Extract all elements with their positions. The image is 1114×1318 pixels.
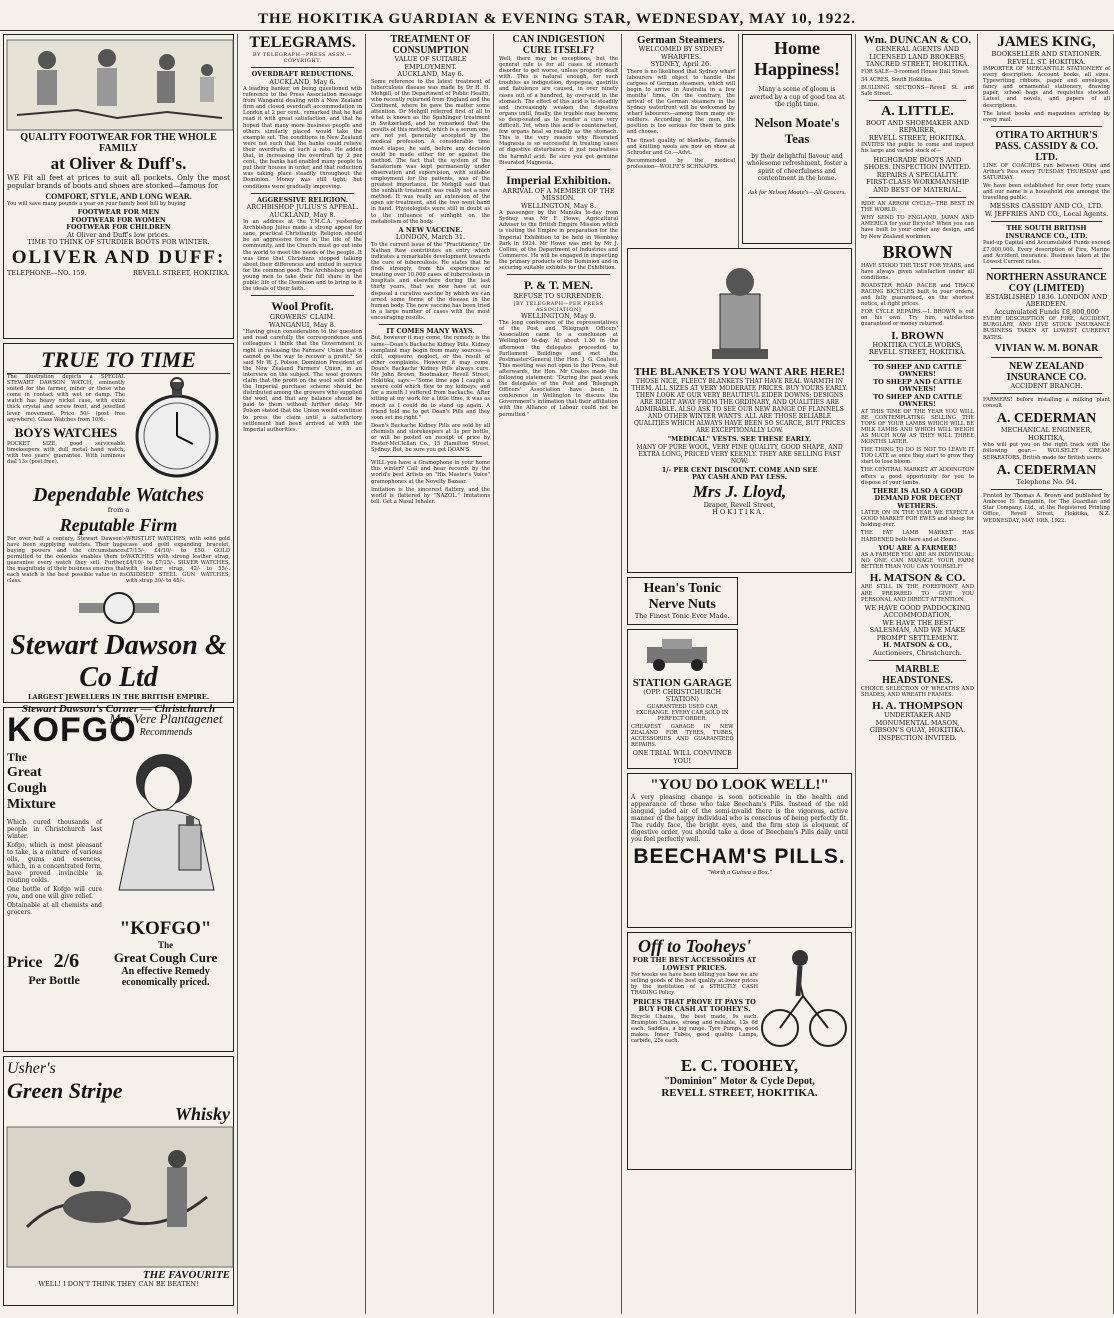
- pt-body: The long conference of the representatives of the Post and Telegraph Officers' Association came to a conclusion at Wellington to-day. At about 1.30 in the afternoon the delegates proceeded to Parliament Buildings and met the Postmaster-General (the Hon. J. G. Coates). This meeting was not open to the Press, but afterwards, the Hon. Mr Coates made the following statement: "During the past week the delegates of the Post and Telegraph Officers' Association have been in conference in Wellington to discuss the Government's intimation that their affiliation with the Alliance of Labour could not be permitted.": [499, 320, 618, 418]
- kofgo-right-block: [102, 711, 230, 918]
- column-3: [368, 34, 494, 1314]
- motor-car-illustration: [637, 635, 727, 675]
- paddock-line: WE HAVE GOOD PADDOCKING ACCOMMODATION.: [864, 603, 971, 620]
- cheapest-body: CHEAPEST GARAGE IN NEW ZEALAND FOR TYRES, TUBES, ACCESSORIES AND GUARANTEED REPAIRS.: [631, 723, 734, 749]
- kofgo-text4: Obtainable at all chemists and grocers.: [7, 902, 102, 916]
- brown-body: HAVE STOOD THE TEST FOR YEARS, and have always given satisfaction under all conditions.: [861, 262, 974, 281]
- wristlet-watch-illustration: [74, 588, 164, 628]
- pt-sub: REFUSE TO SURRENDER.: [513, 292, 604, 301]
- nelson-moate-advert: [742, 34, 852, 244]
- demand-line: THERE IS ALSO A GOOD DEMAND FOR DECENT WETHERS.: [872, 486, 963, 510]
- imprint: Printed by Thomas A. Brown and published by Ambrose H. Benjamin, for The Guardian and Star Company, Ltd., at the Registered Printing Office, Revell Street, Hokitika, N.Z. WEDNESDAY, MAY 10th, 1922.: [983, 493, 1110, 524]
- oliver-address: REVELL STREET, HOKITIKA.: [132, 268, 230, 277]
- matson-body: ARE STILL IN THE FOREFRONT AND ARE PREPARED TO GIVE YOU PERSONAL AND DIRECT ATTENTION.: [861, 584, 974, 603]
- kofgo-effective: An effective Remedy: [121, 966, 210, 977]
- lloyd-sub: Draper, Revell Street,: [703, 500, 776, 509]
- duncan-name: Wm. DUNCAN & CO.: [863, 34, 972, 46]
- arrow-notice: RIDE AN ARROW CYCLE—THE BEST IN THE WORLD.: [861, 201, 974, 214]
- oliver-duff-advert: [3, 34, 234, 339]
- stewart-wristlet: WRISTLET WATCHES, with solid gold case and gold expanding bracelet, £7/15/-, £4/10/- to £50. GOLD WATCHES with strong leather strap, £4/10/- to £7/15/-. SILVER WATCHES, with leather strap, 42/- to 55/-. OXIDISED STEEL GUN WATCHES, with strap 30/- to 45/-.: [125, 535, 230, 585]
- medical-body: MANY OF PURE WOOL, VERY FINE QUALITY, GOOD SHAPE, AND EXTRA LONG, PRICED VERY KEENLY. THEY ARE SELLING FAST NOW.: [636, 443, 843, 465]
- duncan-address: TANCRED STREET, HOKITIKA.: [865, 60, 970, 68]
- masthead: [0, 0, 1114, 31]
- matson2-name: H. MATSON & CO.,: [882, 641, 953, 650]
- pt-date: WELLINGTON, May 9.: [520, 311, 597, 320]
- family-footwear-illustration: [7, 40, 233, 130]
- religion-heading: AGGRESSIVE RELIGION.: [256, 195, 349, 204]
- king-body: IMPORTER OF MERCANTILE STATIONERY of every description. Account books, all sizes. Typewriting ribbons, paper and envelopes, fancy and ornamental stationery, drawing paper, school bags and requisites stocked. Latest and novels, and papers of all descriptions.: [983, 66, 1110, 109]
- telegrams-sub: BY TELEGRAPH—PRESS ASSN.—COPYRIGHT.: [252, 52, 353, 64]
- nelson-ask: Ask for Nelson Moate's—All Grocers.: [747, 188, 847, 196]
- kofgo-text1: Which cured thousands of people in Christchurch last winter.: [7, 819, 102, 840]
- brown-name: BROWN: [882, 241, 953, 262]
- oliver-footer: [7, 269, 230, 277]
- stewart-from-a: from a: [107, 506, 130, 514]
- duncan-forsale: FOR SALE—5-roomed House Hall Street.: [861, 68, 970, 75]
- imperial-date: WELLINGTON, May 8.: [520, 201, 597, 210]
- cyclist-illustration: [758, 936, 848, 1056]
- pt-press: [BY TELEGRAPH—PER PRESS ASSOCIATION]: [513, 300, 604, 313]
- vaccine-date: LONDON, March 31.: [395, 233, 466, 242]
- stewart-headline: TRUE TO TIME: [7, 347, 230, 374]
- toohey-body: For weeks we have been telling you how we are selling goods of the best quality at lower prices by the institution of a STRICTLY CASH TRADING Policy.: [631, 972, 758, 997]
- consumption-body: Some reference to the latest treatment of tuberculosis disease was made by Dr H. H. Mehgill, of the Department of Public Health, who recently returned from England and the Continent, where he gave the matter some attention. Dr Mehgill referred first of all to what is known as the Spahlinger treatment in Switzerland, and he remarked that the results of this method, which is a serum one, are not yet generally accepted by the medical profession. A considerable time must elapse, he said, before any decision could be made either for or against the method. The fact that the system of the Sanatorium was kept permanently under observation and supervision, with suitable employment for the patients, was of the greatest importance. Dr Mehgill said that the sunbath treatment was really not a new method. It was really an extension of the open air treatment, and the two went hand in hand. Physiologists were still in doubt as to the influence of sunlight on the metabolism of the body.: [371, 78, 490, 225]
- kofgo-bottle-label: "KOFGO": [119, 918, 212, 939]
- toohey-prices: PRICES THAT PROVE IT PAYS TO BUY FOR CASH AT TOOHEY'S.: [633, 997, 756, 1014]
- consumption-heading: TREATMENT OF CONSUMPTION: [390, 34, 471, 56]
- station-body: GUARANTEED USED CAR EXCHANGE. EVERY CAR SOLD IN PERFECT ORDER.: [636, 703, 729, 722]
- stewart-boys-text: POCKET SIZE, good serviceable timekeepers with dull metal hand watch, with two years' guarantee. With luminous dial 13s (post free).: [7, 440, 125, 466]
- cederman-name: A. CEDERMAN: [996, 411, 1097, 427]
- pay-line: PAY CASH AND PAY LESS.: [691, 473, 788, 481]
- ushers-brand: Usher's: [7, 1060, 56, 1077]
- ushers-whisky-advert: [3, 1056, 234, 1306]
- otira-body-2: We have been established for over forty years and our name is a household one amongst the travelling public.: [983, 183, 1110, 202]
- little-body: INVITES the public to come and inspect his large and varied stock of—: [861, 142, 974, 155]
- kofgo-per-bottle: Per Bottle: [28, 973, 80, 987]
- imperial-body: A passenger by the Manuka to-day from Sydney was Mr F. Howe, Agricultural Adviser to the British Empire Mission which is visiting the Empire in preparation for the Imperial Exhibition to be held in Wembley Park in 1924. Mr Howe was met by Mr J. Collins, of the Department of Industries and Commerce. He will be engaged in inspecting the primary products of the Dominion and in securing suitable exhibits for the Exhibition.: [499, 210, 618, 272]
- divider: [991, 489, 1102, 490]
- kofgo-price-label: Price: [7, 954, 43, 971]
- masthead-title: THE HOKITIKA GUARDIAN & EVENING STAR, WEDNESDAY, MAY 10, 1922.: [257, 11, 857, 27]
- divider: [869, 360, 966, 361]
- overdraft-date: AUCKLAND, May 6.: [269, 77, 336, 86]
- kofgo-top-row: [7, 711, 230, 918]
- hean-advert: [627, 577, 738, 625]
- salesman-line: WE HAVE THE BEST SALESMAN, AND WE MAKE PROMPT SETTLEMENT.: [869, 618, 966, 642]
- wool-date: WANGANUI, May 8.: [269, 320, 336, 329]
- kofgo-price: 2/6: [53, 950, 80, 972]
- column-4: [496, 34, 622, 1314]
- repairs-notice: FOR CYCLE REPAIRS.—I. BROWN is out on his own. Try him, satisfaction guaranteed or money returned.: [861, 309, 974, 328]
- oliver-intro: WE Fit all feet at prices to suit all pockets. Only the most popular brands of boots and shoes are stocked—famous for: [7, 174, 230, 190]
- oliver-save: You will save many pounds a year on your family boot bill by buying: [7, 201, 186, 207]
- later-body: LATER ON IN THE YEAR WE EXPECT A GOOD MARKET FOR EWES and sheep for holding over.: [861, 510, 974, 529]
- column-1: [0, 34, 238, 1314]
- home-happiness: Home Happiness!: [754, 38, 841, 79]
- toohey-advert: [627, 932, 852, 1170]
- comes-heading: IT COMES MANY WAYS.: [386, 326, 475, 335]
- northern-funds: Accumulated Funds £8,800,000: [994, 307, 1099, 316]
- toohey-sub: FOR THE BEST ACCESSORIES AT LOWEST PRICES.: [632, 956, 757, 972]
- divider: [251, 193, 354, 194]
- religion-sub: ARCHBISHOP JULIUS'S APPEAL.: [246, 203, 359, 212]
- oliver-winter: TIME TO THINK OF STURDIER BOOTS FOR WINTER.: [27, 238, 210, 247]
- wool-heading: Wool Profit.: [271, 299, 334, 314]
- overdraft-heading: OVERDRAFT REDUCTIONS.: [251, 70, 354, 78]
- divider: [991, 268, 1102, 269]
- duncan-sub: GENERAL AGENTS AND LICENSED LAND BROKERS,: [869, 45, 966, 61]
- little-sub: BOOT AND SHOEMAKER AND REPAIRER,: [865, 118, 970, 135]
- wool-body: "Having given consideration to the question and read carefully the correspondence and colleagues I think that the Government is right in releasing the Farmers' Union that it cannot go the way to recover a profit." So said Mr W. J. Polson, Dominion President of the New Zealand Farmers' Union, in an interview on the subject. The wool growers claim that the profit on the wool sold under the Imperial purchase scheme should be distributed among the growers who supplied the wool, and that any balance should be paid to them without further delay. Mr Polson stated that the Union would continue to press the claim until a satisfactory settlement had been arrived at with the Imperial authorities.: [243, 329, 362, 433]
- kofgo-economically: economically priced.: [121, 977, 210, 988]
- indigestion-heading: CAN INDIGESTION CURE ITSELF?: [512, 34, 605, 56]
- station-garage-advert: [627, 629, 738, 770]
- toohey-address: REVELL STREET, HOKITIKA.: [661, 1087, 818, 1100]
- northern-heading: NORTHERN ASSURANCE COY (LIMITED): [986, 271, 1107, 294]
- toohey-name: E. C. TOOHEY,: [680, 1056, 799, 1076]
- stewart-intro: The illustration depicts a SPECIAL STEWART DAWSON WATCH, eminently suited for the farmer, miner or those who come in contact with wet or damp. The watch has heavy nickel case, with extra thick crystal and screw front, and jewelled lever movement. Price 50/- (post free anywhere). Glass Watches from 10/6.: [7, 374, 125, 423]
- pocket-watch-illustration: [125, 374, 230, 484]
- little-firstclass: FIRST-CLASS WORKMANSHIP AND BEST OF MATERIAL.: [866, 178, 969, 194]
- bonar-name: VIVIAN W. M. BONAR: [994, 342, 1099, 354]
- divider: [869, 197, 966, 198]
- divider: [507, 274, 610, 275]
- roadster-notice: ROADSTER ROAD RACER and TRACK RACING BICYCLES built to your orders, and fully guaranteed, on the shortest notice, at right prices.: [861, 282, 974, 308]
- hean-heading: Hean's Tonic Nerve Nuts: [643, 581, 721, 612]
- col5-hean-station-block: [627, 577, 738, 773]
- nzins-heading: NEW ZEALAND INSURANCE CO.: [1006, 360, 1087, 383]
- thing-body: THE THING TO DO IS NOT TO LEAVE IT TOO LATE as once they start to grow they start to lose bloom.: [861, 447, 974, 466]
- northern-every: EVERY DESCRIPTION OF FIRE, ACCIDENT, BURGLARY, AND LIVE STOCK INSURANCE BUSINESS TAKEN AT LOWEST CURRENT RATES.: [983, 316, 1110, 341]
- kofgo-endorser: Mrs Vere Plantagenet: [109, 711, 223, 726]
- divider: [869, 660, 966, 661]
- oliver-name: OLIVER AND DUFF:: [11, 246, 226, 268]
- col5-middle-row: [627, 577, 852, 773]
- kofgo-advert: [3, 707, 234, 1052]
- stewart-corner: Stewart Dawson's Corner — Christchurch: [7, 702, 230, 715]
- blankets-body: THOSE NICE, FLEECY BLANKETS THAT HAVE REAL WARMTH IN THEM. ALL SIZES AT VERY MODERATE PRICES. BUY YOURS EARLY. THEN LOOK AT OUR VERY BEAUTIFUL EIDER DOWNS; DESIGNS ARE RIGHT AWAY FROM THE ORDINARY, AND QUALITIES ARE ADMIRABLE. ALSO ASK TO SEE OUR NEW RANGE OF FLANNELS AND OTHER WINTER WANTS. ALL ARE THOSE RELIABLE QUALITIES WHICH ALWAYS HAVE BEEN SO SCARCE, BUT PRICES ARE EXCEPTIONALLY LOW.: [631, 378, 848, 434]
- divider: [991, 357, 1102, 358]
- matson-name: H. MATSON & CO.: [869, 572, 966, 585]
- brown2-sub: HOKITIKA CYCLE WORKS, REVELL STREET, HOKITIKA.: [868, 340, 967, 357]
- hean-sub: The Finest Tonic Ever Made.: [634, 612, 730, 620]
- duncan-sections: BUILDING SECTIONS—Revell St. and Sale Street.: [861, 84, 974, 97]
- toohey-text-block: [631, 936, 758, 1056]
- sheep-heading: TO SHEEP AND CATTLE OWNERS!: [873, 362, 962, 379]
- ushers-favourite: THE FAVOURITE: [142, 1269, 230, 1281]
- stewart-name: Stewart Dawson & Co Ltd: [10, 630, 227, 694]
- ushers-footer: WELL! I DON'T THINK THEY CAN BE BEATEN!: [38, 1280, 199, 1288]
- otira-heading: OTIRA TO ARTHUR'S PASS. CASSIDY & CO. LTD.: [994, 129, 1099, 163]
- king-name: JAMES KING,: [997, 34, 1096, 50]
- farmer-body: AS A FARMER YOU ARE AN INDIVIDUAL; NO ONE CAN MANAGE YOUR FARM BETTER THAN YOU CAN YOURSELF!: [861, 552, 974, 571]
- steamers-body: There is no likelihood that Sydney wharf labourers will object to handle the cargoes of German steamers, which will begin to arrive in Australia in a few months' time. On the contrary, the arrival of the German steamers in the Sydney waterfront will be welcomed by wharf labourers—among them many ex-soldiers. According to the men, the position is too serious for them to pick and choose.: [627, 68, 736, 136]
- stewart-body: For over half a century, Stewart Dawson's have been supplying watches. Their huge buying powers and the circumstances permitted to the colonies enables them to guarantee every watch they sell. Further, the magnitude of their business ensures that each watch is the best possible value in its class.: [7, 535, 126, 585]
- ushers-green-stripe: Green Stripe: [7, 1078, 123, 1103]
- kofgo-bottom-row: [7, 918, 230, 988]
- doans-body: Doan's Backache Kidney Pills are sold by all chemists and storekeepers at 3s per bottle, or will be posted on receipt of price by Foster-McClellan Co., 15 Hamilton Street, Sydney. But, be sure you get DOAN'S.: [371, 422, 490, 454]
- oliver-headline: QUALITY FOOTWEAR FOR THE WHOLE FAMILY: [20, 132, 217, 154]
- overdraft-body: A leading banker, on being questioned with reference to the Press Association message from Wanganui dealing with a New Zealand firm and closed overdraft accommodation in London at 2 per cent., remarked that he had read it with great satisfaction, and that he hoped that many more business people and others similarly placed would take the example set. The conditions in New Zealand were not such that the banks could relieve their overdrafts at such a rate. He added that, in increasing the overdraft by 2 per cent., the banks had enabled many people to put their houses in order, and that reduction was taking place steadily throughout the Dominion. Money was still tight, but conditions were gradually improving.: [243, 86, 362, 190]
- kofgo-left-block: [7, 711, 137, 918]
- indigestion-body: Well, there may be exceptions, but the general rule is for all cases of stomach disorder to get worse, unless properly dealt with. This is natural enough, for such troubles as indigestion, dyspepsia, gastritis and flatulence are caused, in over ninety cases out of a hundred, by over-acid in the stomach. The effect of this acid is to steadily and increasingly weaken the digestive organs until, finally, the trouble may become so deep-seated as to render a cure very difficult. Yet, when this acid is counteracted, few organs heal so readily as the stomach. This is the very reason why Bisurated Magnesia is so successful in treating cases of digestive disturbance; it just neutralises the harmful acid. Be sure you get genuine Bisurated Magnesia.: [499, 56, 618, 166]
- divider: [507, 169, 610, 170]
- stewart-intro-text-block: [7, 374, 125, 484]
- divider: [251, 295, 354, 296]
- otira-body: LINE OF COACHES run between Otira and Arthur's Pass every TUESDAY, THURSDAY and SATURDAY.: [983, 162, 1110, 182]
- divider: [379, 456, 482, 457]
- cederman2-name: A. CEDERMAN: [996, 462, 1097, 478]
- column-6: [858, 34, 978, 1314]
- southbrit-body: Paid-up Capital and Accumulated Funds exceed £7,000,000. Every description of Fire, Marine and Accident insurance. Business taken at the Lowest Current rates.: [983, 240, 1110, 265]
- divider: [869, 100, 966, 101]
- schroder-notice: The finest quality of blankets, flannels and knitting wools are now on show at Schroder and Co.—Advt.: [627, 137, 736, 156]
- blankets-heading: THE BLANKETS YOU WANT ARE HERE!: [634, 366, 845, 378]
- beecham-heading: "YOU DO LOOK WELL!": [650, 777, 829, 794]
- thompson-inspection: INSPECTION INVITED.: [878, 733, 957, 742]
- thompson-address: GIBSON'S QUAY, HOKITIKA.: [869, 726, 966, 735]
- lloyd-blankets-advert: [627, 248, 852, 573]
- col5-top-row: [627, 34, 852, 248]
- fat-body: THE FAT LAMB MARKET HAS HARDENED both here and at Home.: [861, 530, 974, 543]
- column-7: [980, 34, 1114, 1314]
- thompson-sub: UNDERTAKER AND MONUMENTAL MASON,: [875, 711, 960, 727]
- kofgo-text3: One bottle of Kofgo will cure you, and one will give relief.: [7, 886, 102, 900]
- little-stock: HIGHGRADE BOOTS AND SHOES. INSPECTION INVITED.: [864, 155, 971, 172]
- lloyd-town: HOKITIKA.: [712, 508, 767, 516]
- central-body: THE CENTRAL MARKET AT ADDINGTON offers a good opportunity for you to dispose of your lambs.: [861, 467, 974, 486]
- stewart-boys: BOYS WATCHES: [14, 424, 118, 440]
- send-notice: WHY SEND TO ENGLAND, JAPAN AND AMERICA for your Bicycle? When you can have built to your order any design, and by New Zealand workmen.: [861, 215, 974, 240]
- auctioneers-line: Auctioneers, Christchurch.: [873, 648, 962, 657]
- cederman-sub: MECHANICAL ENGINEER, HOKITIKA,: [1000, 426, 1093, 442]
- oliver-line-children: FOOTWEAR FOR CHILDREN: [66, 223, 171, 232]
- telegrams-heading: TELEGRAMS.: [249, 34, 356, 51]
- col5-news-block: [627, 34, 739, 248]
- lloyd-name: Mrs J. Lloyd,: [692, 481, 787, 501]
- little-repairs: REPAIRS A SPECIALITY.: [876, 170, 959, 179]
- station-name: STATION GARAGE: [632, 676, 732, 689]
- cederman-body: who will put you on the right track with the following gear:— WOLSELEY CREAM SEPARATORS, British made for British users.: [983, 442, 1110, 461]
- comes-body: But, however it may come, the remedy is the same—Doan's Backache Kidney Pills. Kidney complaint may begin from many sources—a chill, exposure, neglect, or the result of other complaints. However it may come, Doan's Backache Kidney Pills always cure. Mr John Brown, Bootmaker, Revell Street, Hokitika, says:—"Some time ago I caught a severe cold which flew to my kidneys, and for a month I suffered from backache. After sitting at my work for a little time, it was as much as I could do to stand up again. A friend told me to get Doan's Pills and they soon set me right.": [371, 335, 490, 421]
- consumption-sub: VALUE OF SUITABLE EMPLOYMENT.: [394, 55, 467, 71]
- sheep-heading-2: TO SHEEP AND CATTLE OWNERS!: [873, 377, 962, 394]
- stewart-reputable: Reputable Firm: [59, 514, 178, 535]
- station-sub: (OPP. CHRISTCHURCH STATION): [643, 687, 722, 703]
- nelson-name: Nelson Moate's Teas: [754, 114, 840, 146]
- oliver-at: at Oliver & Duff's.: [50, 154, 187, 173]
- wool-sub: GROWERS' CLAIM.: [269, 313, 336, 322]
- sheep-heading-3: TO SHEEP AND CATTLE OWNERS!: [873, 392, 962, 409]
- kofgo-cough: Cough: [7, 781, 47, 796]
- toohey-heading: Off to Tooheys': [637, 936, 751, 957]
- marble-body: CHOICE SELECTION OF WREATHS AND SHADES, AND WREATH FRAMES.: [861, 686, 974, 699]
- ushers-whisky: Whisky: [174, 1104, 230, 1124]
- schnapps-notice: Recommended by the medical profession—WOLFE'S SCHNAPPS.: [627, 157, 736, 170]
- kofgo-price-block: [7, 950, 101, 988]
- divider: [991, 393, 1102, 394]
- religion-body: In an address at the Y.M.C.A. yesterday Archbishop Julius made a strong appeal for sane, practical Christianity. Religion should be an aggressive force in the life of the community, and the Church must go out into the world to meet the needs of the people. It was time that Christians stopped talking about their differences and united in service for the common good. The Archbishop urged young men to take their full share in the public life of the Dominion and to bring to it the ideals of their faith.: [243, 219, 362, 293]
- one-trial: ONE TRIAL WILL CONVINCE YOU!: [632, 749, 732, 765]
- nelson-text: by their delightful flavour and wholesome refreshment, foster a spirit of cheerfulness and contentment in the home.: [746, 152, 848, 182]
- imperial-heading: Imperial Exhibition.: [506, 172, 611, 187]
- gramophone-notice: WILL you have a Gramophone in your home this winter? Call and hear records by the world's best Artists on "His Master's Voice" gramophones at the Novelty Bazaar.: [371, 460, 490, 485]
- imitation-notice: Imitation is the sincerest flattery, and the world is flattered by "NAZOL." Imitations tell. Get a Nasal Inhaler.: [371, 486, 490, 505]
- little-address: REVELL STREET, HOKITIKA.: [868, 133, 967, 142]
- oliver-line-women: FOOTWEAR FOR WOMEN: [71, 215, 166, 224]
- kofgo-the: The: [7, 750, 28, 764]
- steamers-heading: German Steamers.: [637, 34, 725, 46]
- duncan-acres: 34 ACRES, South Hokitika.: [861, 76, 933, 83]
- oliver-telephone: TELEPHONE—NO. 159.: [7, 268, 87, 277]
- toohey-list: Bicycle Chains, the best made, 9s each. Brampton Chains, strong and reliable, 12s 6d each. Saddles, a big range. Tyre Pumps, good makes. Inner Tubes, good quality. Lamps, carbide, 25s each.: [631, 1013, 758, 1044]
- kofgo-mixture: Mixture: [7, 797, 56, 812]
- toohey-top-row: [631, 936, 848, 1056]
- stewart-body-row: [7, 536, 230, 587]
- consumption-date: AUCKLAND, May 6.: [397, 70, 464, 78]
- divider: [251, 67, 354, 68]
- medical-heading: "MEDICAL" VESTS. SEE THESE EARLY.: [667, 435, 812, 443]
- thompson-name: H. A. THOMPSON: [872, 700, 963, 713]
- steamers-sub: WELCOMED BY SYDNEY WHARFIES.: [638, 45, 724, 61]
- farmers-notice: FARMERS! before installing a milking plant consult: [983, 397, 1110, 410]
- divider: [991, 126, 1102, 127]
- beecham-brand: BEECHAM'S PILLS.: [633, 845, 846, 869]
- sheep-body: AT THIS TIME OF THE YEAR YOU WILL BE CONTEMPLATING SELLING THE TOPS OF YOUR LAMBS WHICH WILL BE MILK LAMBS AND WHICH WILL WEIGH AS MUCH NOW AS THEY WILL THREE MONTHS LATER.: [861, 408, 974, 446]
- beecham-worth: "Worth a Guinea a Box.": [707, 869, 772, 877]
- kofgo-text2: Kofgo, which is most pleasant to take, is a mixture of various oils, gums and essences, which, in a concentrated form, have proved invincible in routing colds.: [7, 842, 102, 884]
- jeffries-line: W. JEFFRIES AND CO., Local Agents.: [984, 209, 1109, 218]
- oliver-prices: At Oliver and Duff's low prices.: [67, 230, 170, 239]
- divider: [991, 221, 1102, 222]
- southbrit-heading: THE SOUTH BRITISH INSURANCE CO., LTD.: [1005, 224, 1088, 240]
- little-name: A. LITTLE.: [881, 103, 954, 119]
- kofgo-bottle-sub2: Great Cough Cure: [113, 950, 218, 965]
- woman-with-bottle-illustration: [104, 740, 229, 890]
- column-2: [240, 34, 366, 1314]
- imperial-sub: ARRIVAL OF A MEMBER OF THE MISSION.: [502, 186, 615, 203]
- beecham-body: A very pleasing change is soon noticeable in the health and appearance of those who take Beecham's Pills. Instead of the old languid, jaded air of the semi-invalid there is the vigorous, active manner of the happy individual who is conscious of being perfectly fit. The ruddy face, the bright eyes, and the firm step is eloquent of digestive order, you should take a dose of Beecham's Pills daily until you feel perfectly well.: [631, 794, 848, 844]
- home-text: Many a scene of gloom is averted by a cup of good tea at the right time.: [749, 86, 845, 108]
- northern-sub: ESTABLISHED 1836. LONDON AND ABERDEEN.: [985, 292, 1108, 309]
- stewart-dawson-advert: [3, 343, 234, 715]
- oliver-qualities: COMFORT, STYLE, AND LONG WEAR.: [45, 192, 192, 201]
- stewart-largest: LARGEST JEWELLERS IN THE BRITISH EMPIRE.: [27, 693, 210, 702]
- kofgo-cure-block: [101, 918, 230, 988]
- oliver-line-men: FOOTWEAR FOR MEN: [77, 208, 160, 217]
- pt-heading: P. & T. MEN.: [523, 278, 594, 293]
- king-latest: The latest books and magazines arriving by every mail.: [983, 110, 1110, 123]
- kofgo-recommends: Recommends: [139, 727, 193, 738]
- farmer-heading: YOU ARE A FARMER!: [878, 543, 957, 552]
- kofgo-great: Great: [7, 765, 42, 780]
- marble-heading: MARBLE HEADSTONES.: [882, 664, 953, 687]
- divider: [379, 324, 482, 325]
- kofgo-bottle-sub1: The: [158, 940, 174, 950]
- horse-racing-illustration: [7, 1127, 233, 1267]
- king-sub: BOOKSELLER AND STATIONER. REVELL ST. HOKITIKA.: [991, 50, 1102, 66]
- religion-date: AUCKLAND, May 8.: [269, 210, 336, 219]
- toohey-depot: "Dominion" Motor & Cycle Depot,: [664, 1076, 815, 1088]
- stewart-dependable: Dependable Watches: [33, 484, 204, 506]
- beecham-advert: [627, 773, 852, 928]
- vaccine-body: To the current issue of the "Practitioner," Dr Nathan Raw contributes an entry which indicates a remarkable development towards the cure of tuberculosis. He states that he finds strongly, from his experience of treating over 10,000 cases of tuberculosis in hospitals and elsewhere during the last thirty years, that we now have at our disposal a curative vaccine by which we can arrest some forms of the disease in the human body. The new vaccine has been tried in a large number of cases with the most encouraging results.: [371, 241, 490, 321]
- column-5: [624, 34, 856, 1314]
- cederman-phone: Telephone No. 94.: [1016, 477, 1077, 486]
- kofgo-brand: KOFGO: [7, 711, 137, 749]
- cassidy-line: MESSRS CASSIDY AND CO., LTD.: [989, 202, 1104, 211]
- vaccine-heading: A NEW VACCINE.: [398, 225, 463, 234]
- blanket-figure-illustration: [700, 254, 780, 364]
- accident-branch: ACCIDENT BRANCH.: [1010, 381, 1083, 390]
- steamers-date: SYDNEY, April 26.: [650, 60, 712, 68]
- col5-medical-placeholder: [742, 577, 853, 773]
- discount-line: 1/- PER CENT DISCOUNT. COME AND SEE: [661, 465, 818, 474]
- brown2-name: I. BROWN: [891, 329, 944, 342]
- stewart-intro-row: [7, 374, 230, 484]
- col5-ads-block: [739, 34, 852, 248]
